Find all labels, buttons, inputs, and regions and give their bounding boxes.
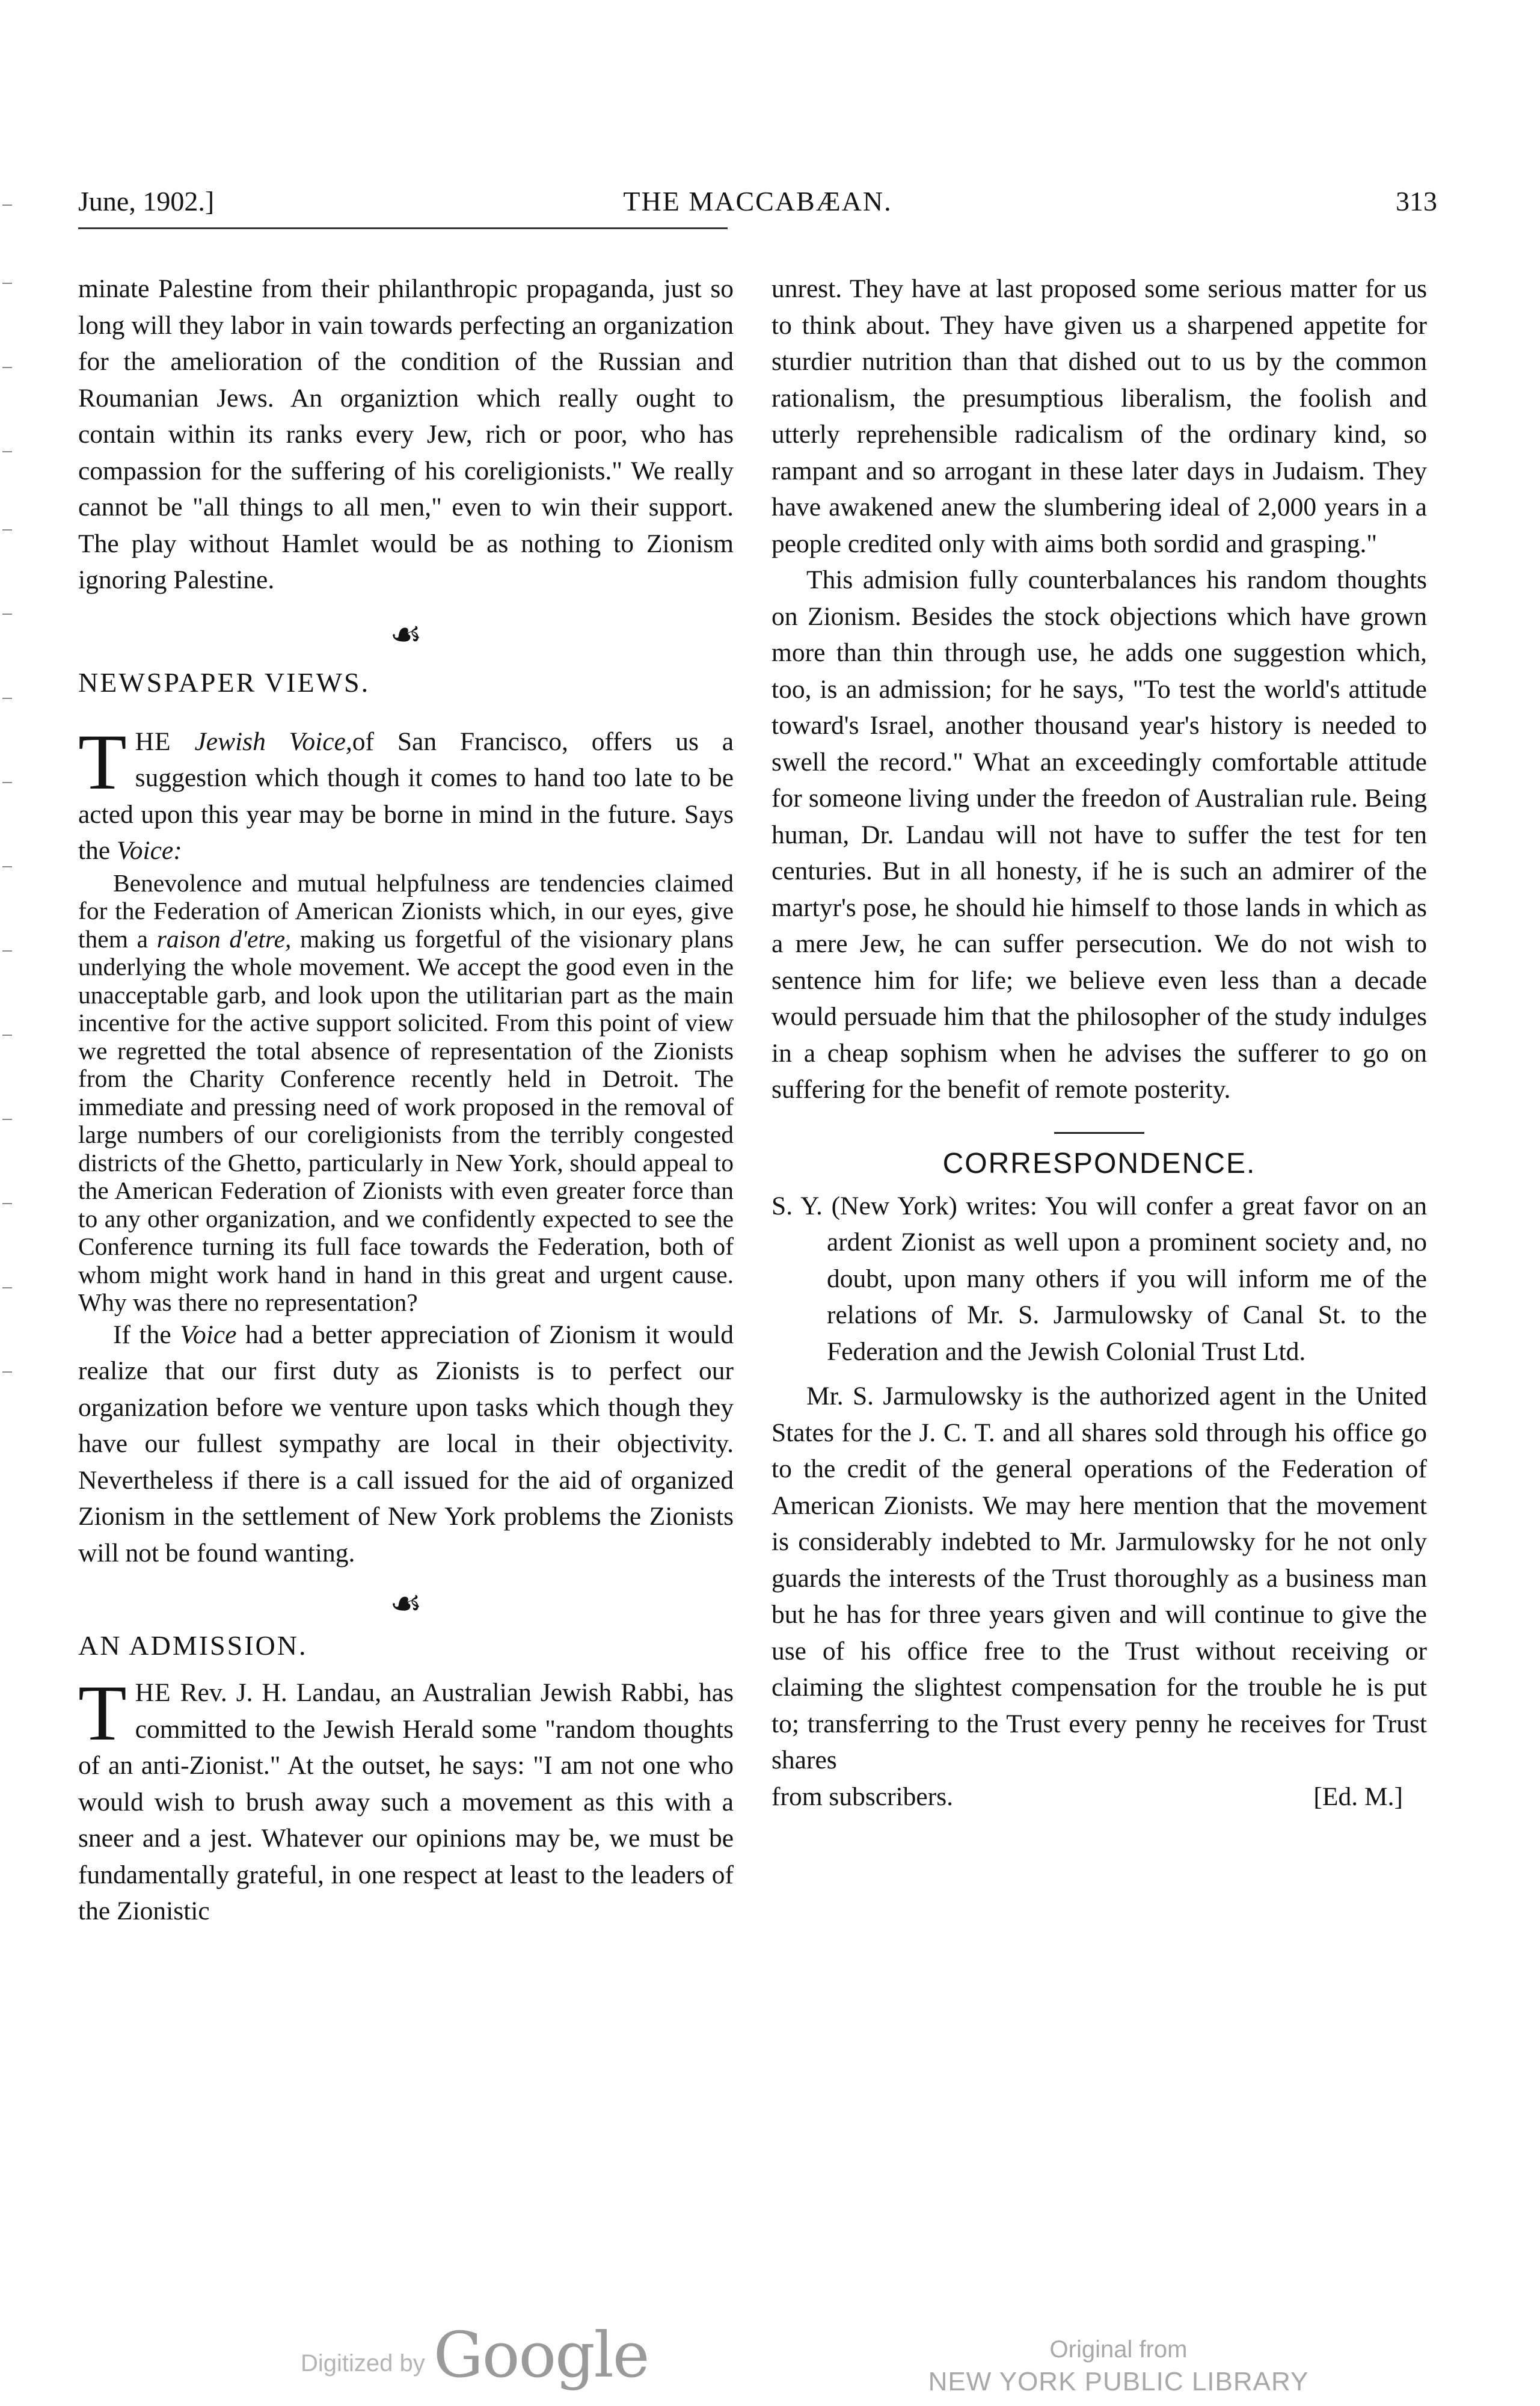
section-divider — [1054, 1132, 1144, 1134]
voice-italic: Voice — [180, 1320, 237, 1349]
drop-cap: T — [78, 1669, 127, 1757]
quote-text-continued: making us forgetful of the visionary plans underlying the whole movement. We accept the good even in the unacceptable garb, and look upon the utilitarian part as the main incentive for the active support solicited. From this point of view we regretted the total absence of representation of the Zionists from the Charity Conference recently held in Detroit. The immediate and pressing need of work proposed in the removal of large numbers of our coreligionists from the terribly congested districts of the Ghetto, particularly in New York, should appeal to the American Federation of Zionists with even greater force than to any other organization, and we confidently expected to see the Conference turning its full face towards the Federation, both of whom might work hand in hand in this great and urgent cause. Why was there no representation? — [78, 925, 734, 1316]
digitized-by-label: Digitized by — [301, 2350, 425, 2377]
first-word: HE — [135, 727, 171, 756]
original-from-label: Original from — [1049, 2336, 1188, 2363]
newspaper-intro-text: of San Francisco, offers us a suggestion which though it comes to hand too late to be acted upon this year may be borne in mind in the future. Says the — [78, 727, 734, 865]
first-word: HE — [135, 1678, 171, 1707]
header-rule — [78, 227, 728, 229]
publication-name: Jewish Voice, — [194, 727, 352, 756]
response-text: had a better appreciation of Zionism it would realize that our first duty as Zionists is to perfect our organization before we venture upon tasks which though they have our fullest sympathy are local in their objectivity. Nevertheless if there is a call issued for the aid of organized Zionism in the settlement of New York problems the Zionists will not be found wanting. — [78, 1320, 734, 1568]
admission-text: Rev. J. H. Landau, an Australian Jewish Rabbi, has committed to the Jewish Herald some "random thoughts of an anti-Zionist." At the outset, he says: "I am not one who would wish to brush away such a movement as this with a sneer and a jest. Whatever our opinions may be, we must be fundamentally grateful, in one respect at least to the leaders of the Zionistic — [78, 1678, 734, 1925]
page-number: 313 — [1396, 186, 1437, 217]
fleuron-ornament: ☙ — [390, 1584, 422, 1623]
response-paragraph — [78, 1317, 734, 1572]
block-quotation — [78, 869, 734, 1317]
left-column — [78, 271, 734, 1930]
issue-date: June, 1902.] — [78, 186, 215, 217]
drop-cap: T — [78, 717, 127, 806]
quote-text: Benevolence and mutual helpfulness are tendencies claimed for the Federation of American Zionists which, in our eyes, give them a — [78, 869, 734, 953]
margin-binding-marks — [0, 192, 14, 1516]
quotation-continuation: unrest. They have at last proposed some serious matter for us to think about. They have given us a sharpened appetite for sturdier nutrition than that dished out to us by the common rationalism, the presumptious liberalism, the foolish and utterly reprehensible radicalism of the ordinary kind, so rampant and so arrogant in these later days in Judaism. They have awakened anew the slumbering ideal of 2,000 years in a people credited only with aims both sordid and grasping." — [772, 274, 1427, 558]
digitized-by-watermark — [301, 2318, 649, 2392]
library-name: NEW YORK PUBLIC LIBRARY — [928, 2367, 1309, 2396]
quote-italic-phrase: raison d'etre, — [156, 925, 292, 953]
section-heading-an-admission: AN ADMISSION. — [78, 1630, 308, 1661]
editor-reply: Mr. S. Jarmulowsky is the authorized agent in the United States for the J. C. T. and all shares sold through his office go to the credit of the general operations of the Federation of American Zionists. We may here mention that the movement is considerably indebted to Mr. Jarmulowsky for he not only guards the interests of the Trust thoroughly as a business man but he has for three years given and will continue to give the use of his office free to the Trust without receiving or claiming the slightest compensation for the trouble he is put to; transferring to the Trust every penny he receives for Trust shares — [772, 1382, 1427, 1774]
reply-last-line: from subscribers. — [772, 1782, 954, 1811]
newspaper-intro-paragraph — [78, 717, 734, 869]
library-attribution — [890, 2334, 1347, 2399]
zionism-paragraph: minate Palestine from their philanthropic propaganda, just so long will they labor in vain towards perfecting an organization for the amelioration of the condition of the Russian and Roumanian Jews. An organiztion which really ought to contain within its ranks every Jew, rich or poor, who has compassion for the suffering of his coreligionists." We really cannot be "all things to all men," even to win their support. The play without Hamlet would be as nothing to Zionism ignoring Palestine. — [78, 274, 734, 594]
running-head — [78, 185, 1437, 221]
admision-commentary-paragraph: This admision fully counterbalances his random thoughts on Zionism. Besides the stock objections which have grown more than thin through use, he adds one suggestion which, too, is an admission; for he says, "To test the world's attitude toward's Israel, another thousand year's history is needed to swell the record." What an exceedingly comfortable attitude for someone living under the freedon of Australian rule. Being human, Dr. Landau will not have to suffer the test for ten centuries. But in all honesty, if he is such an admirer of the martyr's pose, he should hie himself to those lands in which as a mere Jew, he can suffer persecution. We do not wish to sentence him for life; we believe even less than a decade would persuade him that the philosopher of the study indulges in a cheap sophism when he advises the sufferer to go on suffering for the benefit of remote posterity. — [772, 565, 1427, 1104]
admission-paragraph — [78, 1669, 734, 1930]
section-heading-newspaper-views: NEWSPAPER VIEWS. — [78, 666, 370, 698]
journal-title: THE MACCABÆAN. — [623, 186, 892, 217]
reply-closing-line — [772, 1779, 1427, 1815]
voice-reference: Voice: — [117, 836, 182, 865]
fleuron-ornament: ☙ — [390, 614, 422, 654]
google-logo: Google — [433, 2318, 649, 2392]
response-lead: If the — [113, 1320, 171, 1349]
section-heading-correspondence: CORRESPONDENCE. — [942, 1147, 1256, 1180]
right-column — [772, 271, 1427, 1815]
editor-signature: [Ed. M.] — [1313, 1782, 1403, 1811]
reader-letter: S. Y. (New York) writes: You will confer a great favor on an ardent Zionist as well upon a prominent society and, no doubt, upon many others if you will inform me of the relations of Mr. S. Jarmulowsky of Canal St. to the Federation and the Jewish Colonial Trust Ltd. — [772, 1191, 1427, 1366]
